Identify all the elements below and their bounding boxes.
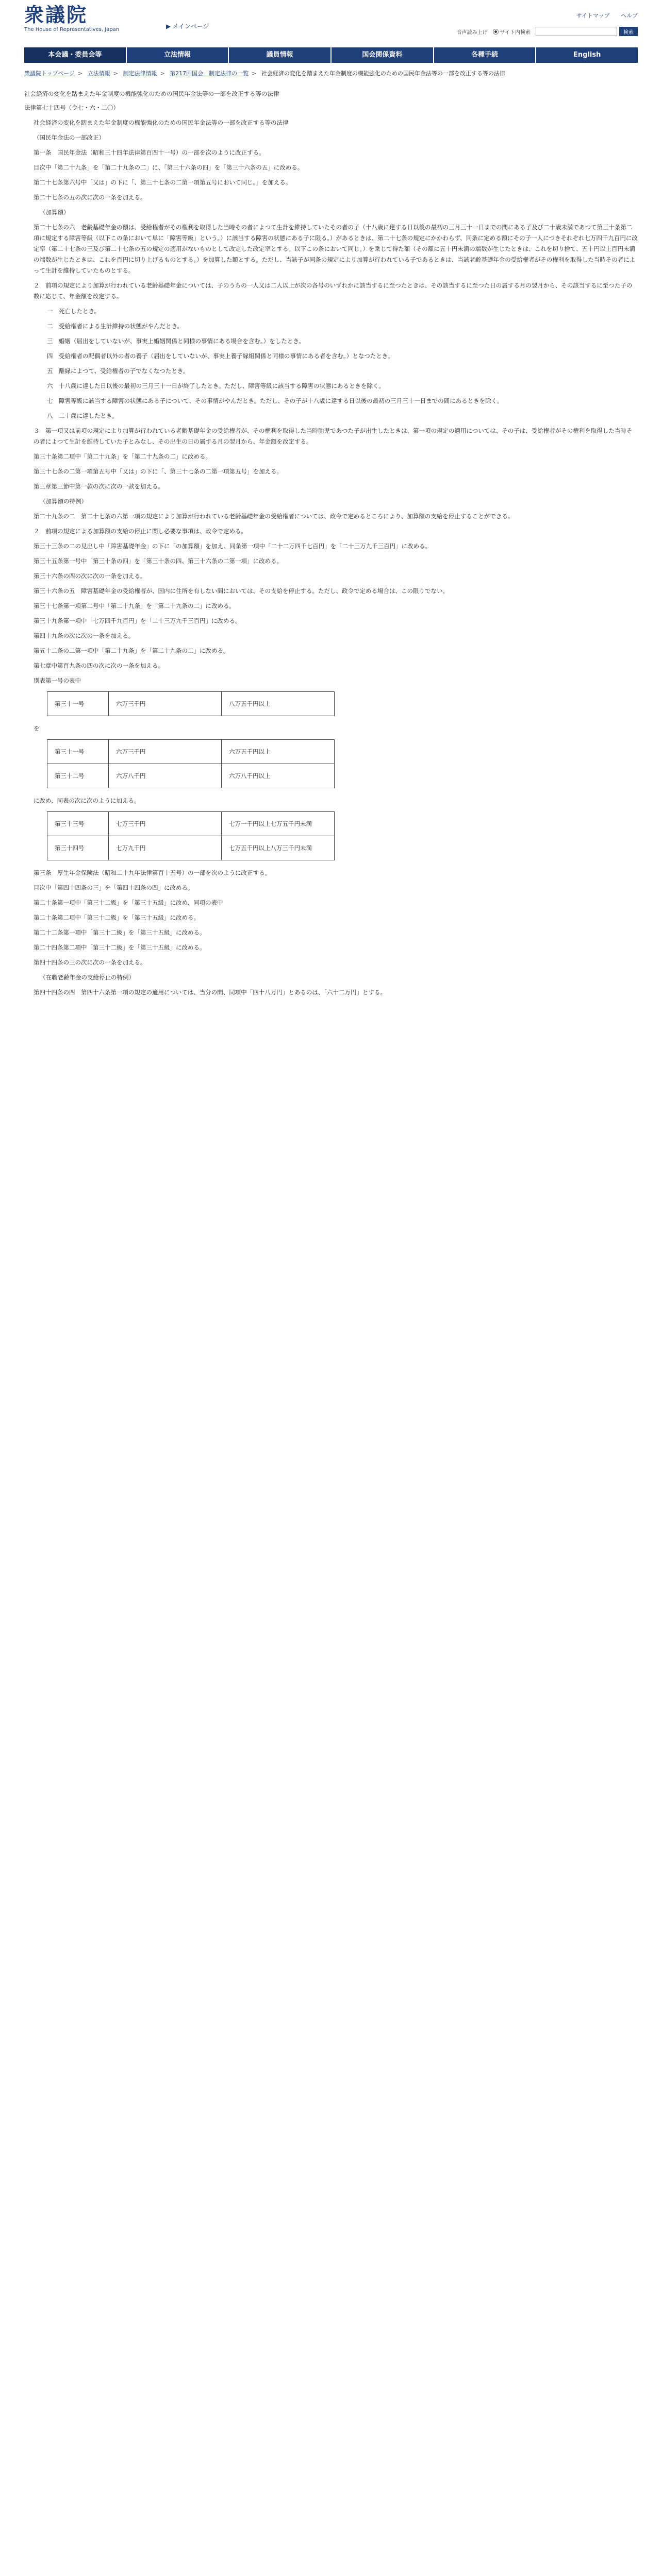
breadcrumb-separator: > <box>78 70 83 77</box>
law-paragraph: 第二十七条の五の次に次の一条を加える。 <box>34 194 146 201</box>
law-number: 法律第七十四号（令七・六・二〇） <box>24 104 119 111</box>
amount-table <box>47 691 335 716</box>
global-nav <box>24 47 638 63</box>
chevron-right-icon: ▶ <box>166 23 171 30</box>
site-header <box>24 0 638 62</box>
search-scope-radio[interactable] <box>493 29 499 35</box>
law-paragraph: 目次中「第四十四条の三」を「第四十四条の四」に改める。 <box>34 884 194 891</box>
table-intro: を <box>34 725 40 732</box>
law-paragraph: 第三十五条第一号中「第三十条の四」を「第三十条の四、第三十六条の二第一項」に改める。 <box>34 557 283 565</box>
section-heading: （国民年金法の一部改正） <box>34 134 105 141</box>
table-intro: に改め、同表の次に次のように加える。 <box>34 797 140 804</box>
law-paragraph: 第二十七条の六 老齢基礎年金の額は、受給権者がその権利を取得した当時その者によつて生計を維持していたその者の子（十八歳に達する日以後の最初の三月三十一日までの間にある子及び二十歳未満であつて第三十条第二項に規定する障害等級（以下この条において単に「障害等級」という。）に該当する障害の状態にある子に限る。）があるときは、第二十七条の規定にかかわらず、同条に定める額にその子一人につきそれぞれ七万四千九百円に改定率（第二十七条の三及び第二十七条の五の規定の適用がないものとして改定した改定率とする。以下この条において同じ。）を乗じて得た額（その額に五十円未満の端数が生じたときは、これを切り捨て、五十円以上百円未満の端数が生じたときは、これを百円に切り上げるものとする。）を加算した額とする。ただし、当該子が同条の規定により加算が行われている子であるときは、当該老齢基礎年金の受給権者がその権利を取得した当時その者によって生計を維持していたものとする。 <box>34 224 638 274</box>
table-cell: 六万三千円 <box>109 692 222 716</box>
law-paragraph: 第二十九条の二 第二十七条の六第一項の規定により加算が行われている老齢基礎年金の受給権者については、政令で定めるところにより、加算額の支給を停止することができる。 <box>34 513 514 520</box>
law-paragraph: 第二十二条第一項中「第三十二級」を「第三十五級」に改める。 <box>34 929 206 936</box>
search-button[interactable]: 検索 <box>619 27 638 36</box>
breadcrumb-separator: > <box>160 70 165 77</box>
logo-english: The House of Representatives, Japan <box>24 27 120 32</box>
law-paragraph: 第三十七条第一項第二号中「第二十九条」を「第二十九条の二」に改める。 <box>34 602 235 609</box>
law-paragraph: 第三十六条の五 障害基礎年金の受給権者が、国内に住所を有しない間においては、その支給を停止する。ただし、政令で定める場合は、この限りでない。 <box>34 587 449 595</box>
law-paragraph: （在職老齢年金の支給停止の特例） <box>40 974 135 981</box>
table-row <box>47 764 335 788</box>
law-paragraph: 第二十七条第六号中「又は」の下に「、第三十七条の二第一項第五号において同じ。」を加える。 <box>34 179 292 186</box>
breadcrumb-current: 社会経済の変化を踏まえた年金制度の機能強化のための国民年金法等の一部を改正する等の法律 <box>261 70 505 77</box>
law-paragraph: ３ 第一項又は前項の規定により加算が行われている老齢基礎年金の受給権者が、その権利を取得した当時胎児であつた子が出生したときは、第一項の規定の適用については、その子は、受給権者がその権利を取得した当時その者によつて生計を維持していた子とみなし、その出生の日の属する月の翌月から、年金額を改定する。 <box>34 427 633 445</box>
nav-plenary[interactable]: 本会議・委員会等 <box>24 47 126 63</box>
table-row <box>47 836 335 860</box>
search-input[interactable] <box>536 27 617 36</box>
table-cell: 六万八千円 <box>109 764 222 788</box>
table-cell: 第三十三号 <box>47 812 109 836</box>
law-paragraph: 第三条 厚生年金保険法（昭和二十九年法律第百十五号）の一部を次のように改正する。 <box>34 869 271 876</box>
law-paragraph: ２ 前項の規定により加算が行われている老齢基礎年金については、子のうちの一人又は二人以上が次の各号のいずれかに該当するに至つたときは、その該当するに至つた日の属する月の翌月から、その該当するに至つた子の数に応じて、年金額を改定する。 <box>34 282 633 300</box>
breadcrumb-link[interactable]: 第217回国会 制定法律の一覧 <box>170 70 249 77</box>
amount-table-2 <box>47 739 638 788</box>
breadcrumb <box>24 69 638 77</box>
main-page-label: メインページ <box>172 23 209 30</box>
table-cell: 第三十二号 <box>47 764 109 788</box>
breadcrumb-separator: > <box>113 70 118 77</box>
breadcrumb-separator: > <box>252 70 257 77</box>
law-paragraph: 八 二十歳に達したとき。 <box>47 412 118 419</box>
law-paragraph: 三 婚姻（届出をしていないが、事実上婚姻関係と同様の事情にある場合を含む。）をしたとき。 <box>47 337 305 345</box>
main-page-link[interactable] <box>166 22 209 30</box>
table-row <box>47 740 335 764</box>
table-cell: 第三十四号 <box>47 836 109 860</box>
law-paragraph: 第四十四条の三の次に次の一条を加える。 <box>34 959 146 966</box>
table-cell: 七万三千円 <box>109 812 222 836</box>
sitemap-link[interactable]: サイトマップ <box>576 12 610 19</box>
nav-english[interactable]: English <box>536 47 638 63</box>
table-cell: 六万五千円以上 <box>222 740 335 764</box>
amount-table <box>47 811 335 860</box>
law-paragraph: 四 受給権者の配偶者以外の者の養子（届出をしていないが、事実上養子縁組関係と同様の事情にある者を含む。）となつたとき。 <box>47 352 394 360</box>
breadcrumb-link[interactable]: 立法情報 <box>87 70 110 77</box>
law-paragraph: ２ 前項の規定による加算額の支給の停止に関し必要な事項は、政令で定める。 <box>34 528 247 535</box>
law-paragraph: 目次中「第二十九条」を「第二十九条の二」に、「第三十六条の四」を「第三十六条の五」に改める。 <box>34 164 304 171</box>
law-paragraph: 第四十四条の四 第四十六条第一項の規定の適用については、当分の間、同項中「四十八万円」とあるのは、「六十二万円」とする。 <box>34 989 387 996</box>
table-row <box>47 812 335 836</box>
table-cell: 六万八千円以上 <box>222 764 335 788</box>
law-paragraphs <box>24 147 638 671</box>
law-paragraph: 第七章中第百九条の四の次に次の一条を加える。 <box>34 662 164 669</box>
search-scope-label: サイト内検索 <box>500 29 531 36</box>
law-paragraph: 第三章第三節中第一款の次に次の一款を加える。 <box>34 483 164 490</box>
help-link[interactable]: ヘルプ <box>621 12 638 19</box>
search-bar <box>457 27 638 36</box>
law-paragraph: 第五十二条の二第一項中「第二十九条」を「第二十九条の二」に改める。 <box>34 647 229 654</box>
speech-label[interactable]: 音声読み上げ <box>456 29 488 36</box>
law-paragraph: 第二十条第一項中「第三十二級」を「第三十五級」に改め、同項の表中 <box>34 899 223 906</box>
amount-table <box>47 739 335 788</box>
law-paragraph: 第二十条第二項中「第三十二級」を「第三十五級」に改める。 <box>34 914 200 921</box>
table-cell: 七万九千円 <box>109 836 222 860</box>
table-cell: 七万一千円以上七万五千円未満 <box>222 812 335 836</box>
law-paragraph: 二 受給権者による生計維持の状態がやんだとき。 <box>47 323 184 330</box>
law-paragraph: 第二十四条第二項中「第三十二級」を「第三十五級」に改める。 <box>34 944 206 951</box>
table-intro: 別表第一号の表中 <box>34 677 81 684</box>
law-paragraph: 第四十九条の次に次の一条を加える。 <box>34 632 135 639</box>
logo-kanji: 衆議院 <box>24 3 88 26</box>
law-paragraph: 第三十九条第一項中「七万四千九百円」を「二十三万九千三百円」に改める。 <box>34 617 241 624</box>
law-paragraph: 第三十七条の二第一項第五号中「又は」の下に「、第三十七条の二第一項第五号」を加える。 <box>34 468 283 475</box>
law-intro: 社会経済の変化を踏まえた年金制度の機能強化のための国民年金法等の一部を改正する等の法律 <box>34 119 289 126</box>
law-paragraph: （加算額の特例） <box>40 498 87 505</box>
law-paragraph: 一 死亡したとき。 <box>47 308 101 315</box>
amount-table-3 <box>47 811 638 860</box>
nav-legislation[interactable]: 立法情報 <box>127 47 228 63</box>
law-title: 社会経済の変化を踏まえた年金制度の機能強化のための国民年金法等の一部を改正する等の法律 <box>24 90 279 97</box>
nav-procedures[interactable]: 各種手続 <box>434 47 536 63</box>
law-paragraph: 第三十条第二項中「第二十九条」を「第二十九条の二」に改める。 <box>34 453 211 460</box>
law-content <box>24 89 638 998</box>
law-closing-paragraphs <box>24 868 638 998</box>
law-paragraph: 第一条 国民年金法（昭和三十四年法律第百四十一号）の一部を次のように改正する。 <box>34 149 265 156</box>
table-cell: 八万五千円以上 <box>222 692 335 716</box>
law-paragraph: 第三十六条の四の次に次の一条を加える。 <box>34 572 146 580</box>
law-paragraph: （加算額） <box>40 209 70 216</box>
law-paragraph: 七 障害等級に該当する障害の状態にある子について、その事情がやんだとき。ただし、その子が十八歳に達する日以後の最初の三月三十一日までの間にあるときを除く。 <box>47 397 503 404</box>
table-cell: 六万三千円 <box>109 740 222 764</box>
amount-table-1 <box>47 691 638 716</box>
nav-members[interactable]: 議員情報 <box>229 47 330 63</box>
table-cell: 七万五千円以上八万三千円未満 <box>222 836 335 860</box>
breadcrumb-link[interactable]: 衆議院トップページ <box>24 70 75 77</box>
page <box>24 0 638 998</box>
table-row <box>47 692 335 716</box>
top-links <box>567 11 638 20</box>
table-cell: 第三十一号 <box>47 692 109 716</box>
nav-diet-materials[interactable]: 国会関係資料 <box>332 47 433 63</box>
table-cell: 第三十一号 <box>47 740 109 764</box>
law-paragraph: 五 離縁によつて、受給権者の子でなくなつたとき。 <box>47 367 189 375</box>
law-paragraph: 六 十八歳に達した日以後の最初の三月三十一日が終了したとき。ただし、障害等級に該当する障害の状態にあるときを除く。 <box>47 382 385 389</box>
law-paragraph: 第三十三条の二の見出し中「障害基礎年金」の下に「の加算額」を加え、同条第一項中「二十二万四千七百円」を「二十三万九千三百円」に改める。 <box>34 543 432 550</box>
breadcrumb-link[interactable]: 制定法律情報 <box>123 70 157 77</box>
